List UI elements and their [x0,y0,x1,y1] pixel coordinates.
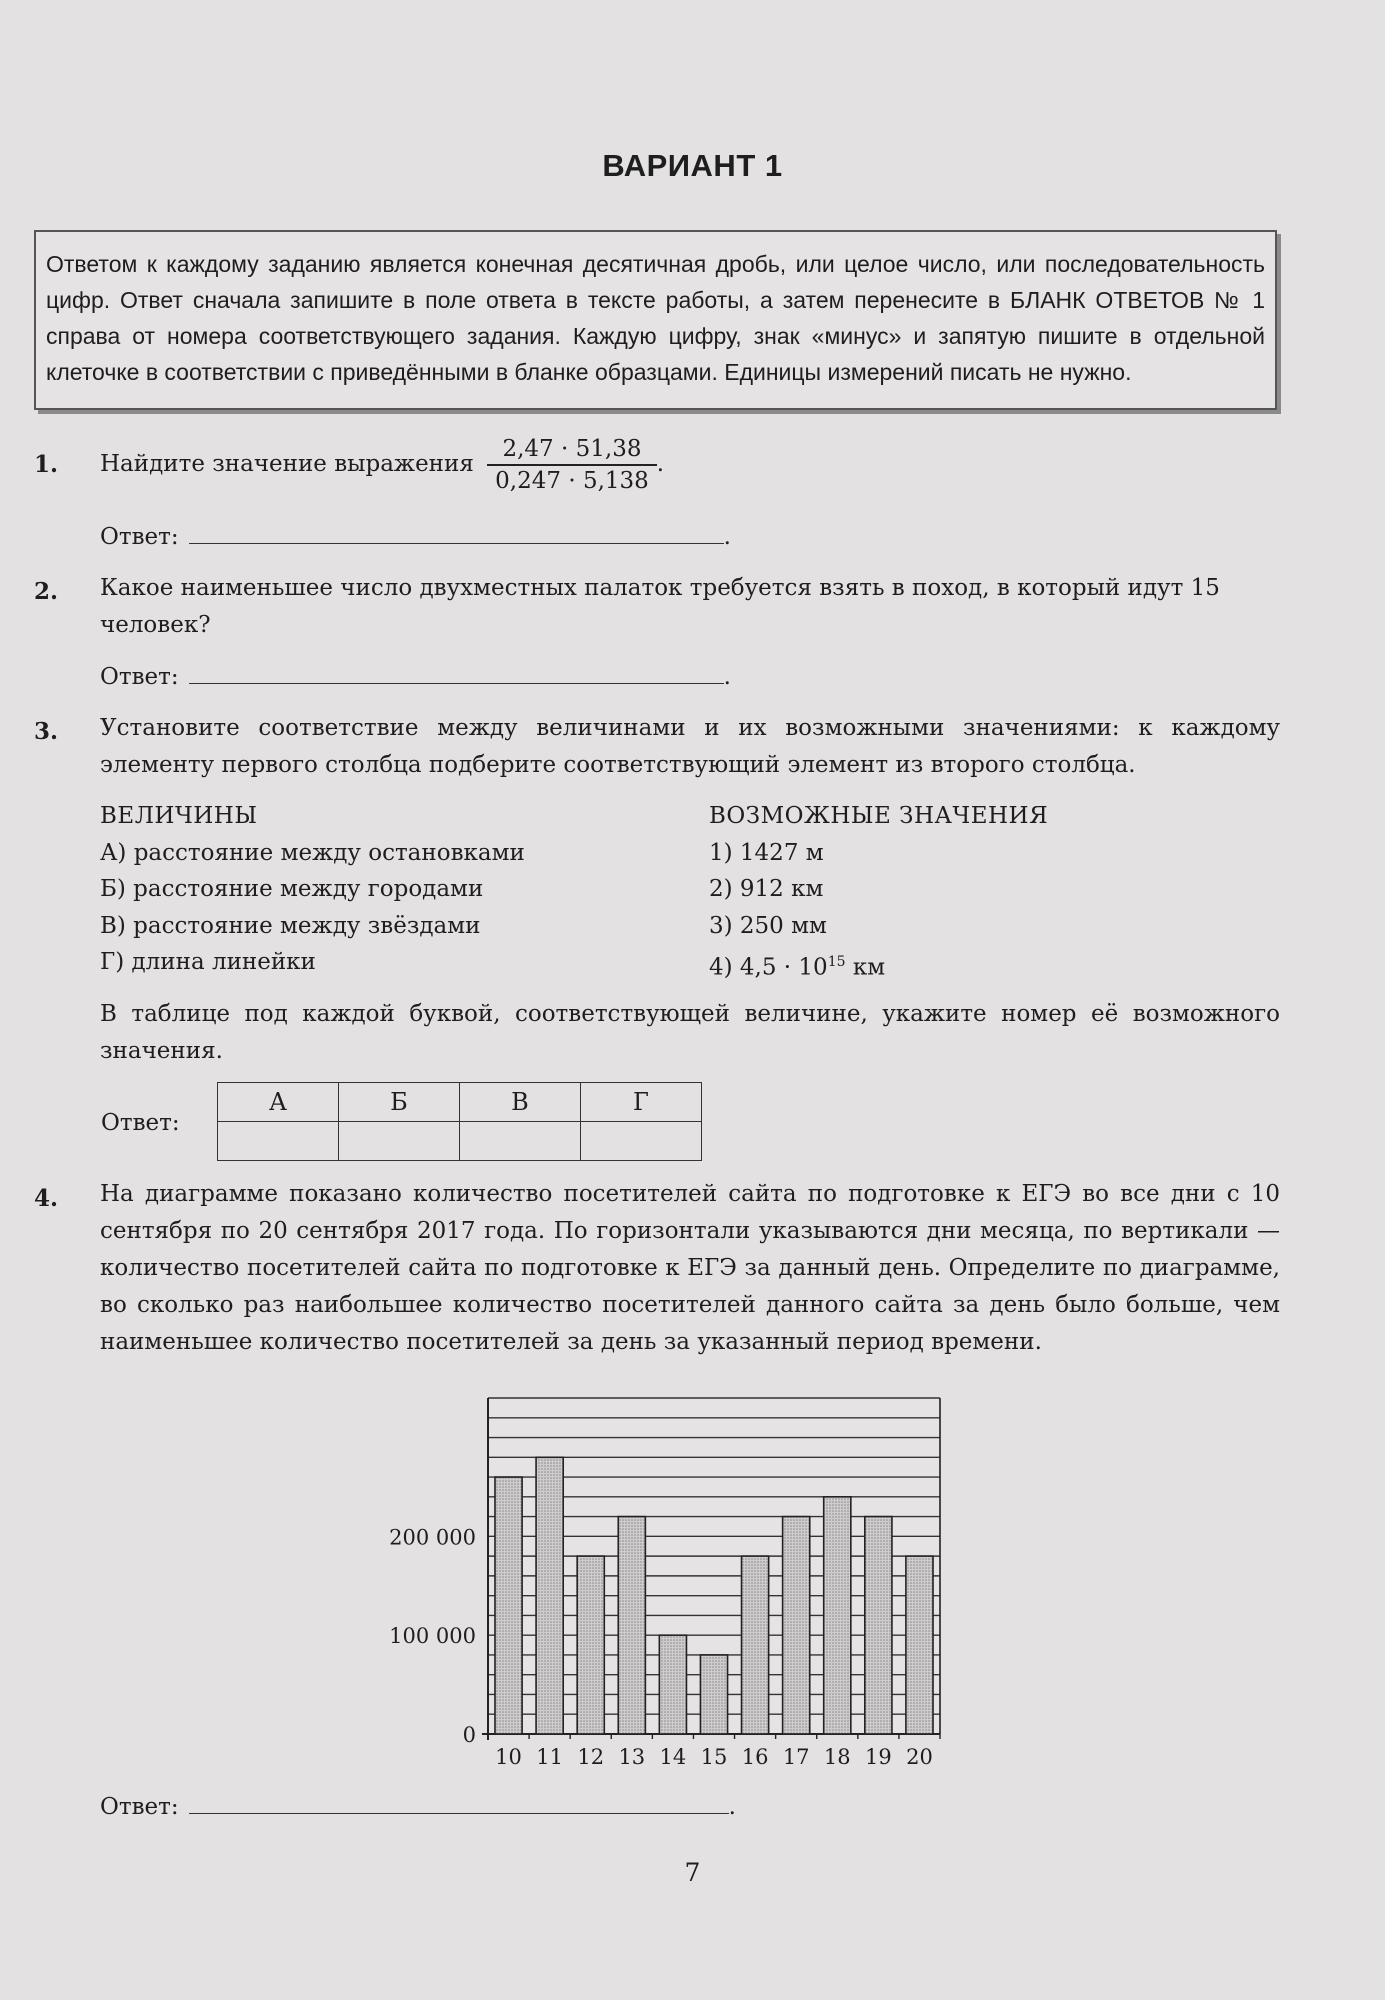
value-item: 3) 250 мм [709,912,827,939]
answer-field[interactable] [189,664,724,684]
chart-svg [370,1390,950,1780]
quantities-column [100,798,525,981]
task-1-text [100,434,1280,496]
answer-field[interactable] [189,524,724,544]
task-1-fraction [487,434,657,496]
quantity-item: А) расстояние между остановками [100,839,525,866]
quantity-item: Г) длина линейки [100,949,316,975]
value-item: 2) 912 км [709,876,824,902]
x-tick-label: 11 [536,1745,564,1769]
value-item: 1) 1427 м [709,839,824,866]
answer-dot: . [728,1794,736,1820]
task-3-number: 3. [34,718,59,745]
task-2-number: 2. [34,578,59,605]
bar [577,1556,604,1734]
answer-field[interactable] [189,1794,729,1814]
quantity-item: В) расстояние между звёздами [100,912,481,939]
answer-dot: . [723,664,731,690]
task-4-answer[interactable] [100,1794,736,1820]
x-tick-label: 18 [823,1745,851,1769]
y-tick-label: 200 000 [389,1525,476,1550]
task-2-answer[interactable] [100,664,731,690]
task-2-text: Какое наименьшее число двухместных палаток требуется взять в поход, в который идут 15 человек? [100,575,1220,638]
answer-table-cell[interactable] [218,1122,339,1161]
answer-label: Ответ: [100,524,179,550]
bar [742,1556,769,1734]
task-1-question: Найдите значение выражения [100,451,474,477]
x-tick-label: 14 [659,1745,687,1769]
page-number: 7 [684,1858,701,1887]
y-tick-label: 100 000 [389,1624,476,1649]
bar [495,1477,522,1734]
x-tick-label: 16 [741,1745,769,1769]
answer-table-header: А [218,1083,339,1122]
task-3-text: Установите соответствие между величинами и их возможными значениями: к каждому элементу первого столбца подберите соответствующий элемент из второго столбца. [100,715,1280,778]
x-tick-label: 17 [782,1745,810,1769]
values-header: ВОЗМОЖНЫЕ ЗНАЧЕНИЯ [709,803,1049,829]
task-4-number: 4. [34,1185,59,1212]
answer-table-cell[interactable] [339,1122,460,1161]
bar [536,1457,563,1734]
bar [700,1655,727,1734]
bar [865,1517,892,1734]
value-4-unit: км [845,954,886,981]
bar [906,1556,933,1734]
y-tick-label: 0 [462,1723,476,1747]
x-tick-label: 13 [618,1745,646,1769]
visitors-chart [370,1390,950,1780]
value-4-base: 4) 4,5 · 10 [709,954,828,981]
value-item [709,944,1048,986]
page-title: ВАРИАНТ 1 [602,148,783,183]
task-4-text: На диаграмме показано количество посетителей сайта по подготовке к ЕГЭ во все дни с 10 сентября по 20 сентября 2017 года. По горизонтали указываются дни месяца, по вертикали — количество посетителей сайта по подготовке к ЕГЭ за данный день. Определите по диаграмме, во сколько раз наибольшее количество посетителей данного сайта за день было больше, чем наименьшее количество посетителей за день за указанный период времени. [100,1181,1280,1355]
quantities-header: ВЕЛИЧИНЫ [100,803,258,829]
answer-table-header: Б [339,1083,460,1122]
bar [783,1517,810,1734]
task-1-end: . [656,451,665,477]
answer-dot: . [723,524,731,550]
task-1-number: 1. [34,451,59,478]
x-tick-label: 19 [864,1745,892,1769]
bar [824,1497,851,1734]
answer-label: Ответ: [100,664,179,690]
x-tick-label: 12 [577,1745,605,1769]
task-3-answer-table [217,1082,702,1161]
answer-table-header: В [460,1083,581,1122]
bar [659,1635,686,1734]
task-3-answer-label: Ответ: [101,1110,180,1136]
x-tick-label: 15 [700,1745,728,1769]
task-1-denominator: 0,247 · 5,138 [495,468,649,494]
instructions-box: Ответом к каждому заданию является конечная десятичная дробь, или целое число, или последовательность цифр. Ответ сначала запишите в поле ответа в тексте работы, а затем перенесите в БЛАНК ОТВЕТОВ № 1 справа от номера соответствующего задания. Каждую цифру, знак «минус» и запятую пишите в отдельной клеточке в соответствии с приведёнными в бланке образцами. Единицы измерений писать не нужно. [34,230,1277,410]
x-tick-label: 20 [906,1745,933,1769]
task-3-table-instruction: В таблице под каждой буквой, соответствующей величине, укажите номер её возможного значения. [100,1001,1280,1064]
task-1-answer[interactable] [100,524,731,550]
bar [618,1517,645,1734]
values-column [709,798,1048,986]
task-1-numerator: 2,47 · 51,38 [487,434,657,466]
answer-table-cell[interactable] [581,1122,702,1161]
x-tick-label: 10 [495,1745,522,1769]
answer-label: Ответ: [100,1794,179,1820]
answer-table-header: Г [581,1083,702,1122]
answer-table-cell[interactable] [460,1122,581,1161]
quantity-item: Б) расстояние между городами [100,876,484,902]
value-4-exponent: 15 [827,954,846,970]
